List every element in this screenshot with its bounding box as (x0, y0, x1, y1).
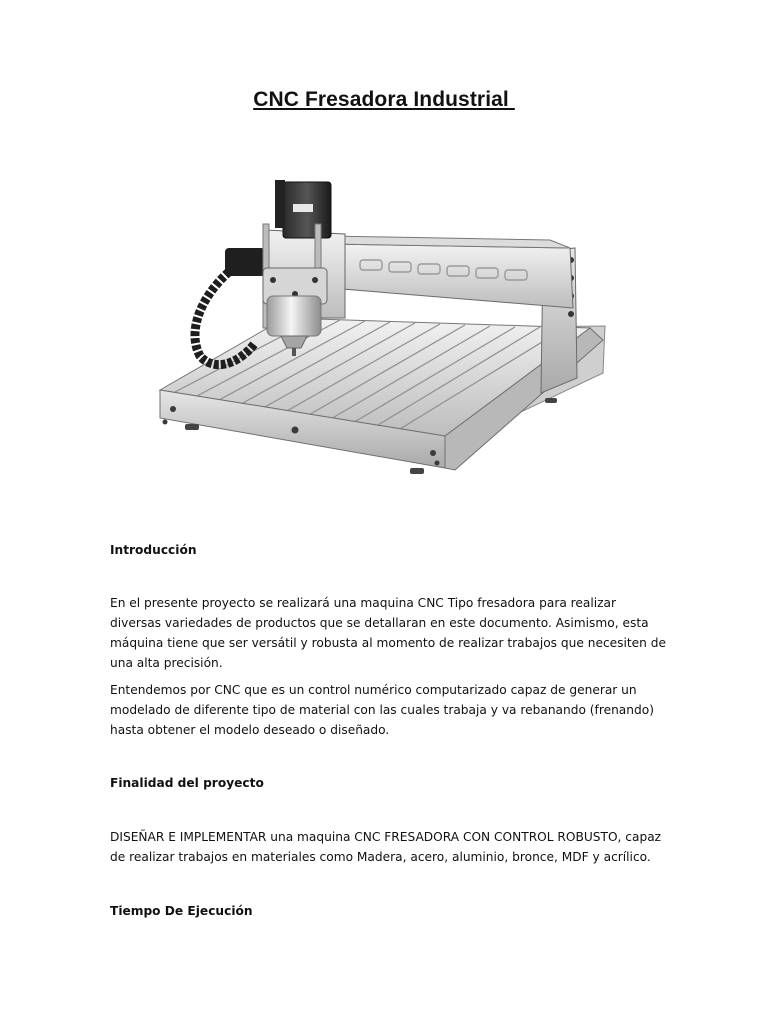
cnc-machine-image (145, 168, 615, 488)
purpose-paragraph: DISEÑAR E IMPLEMENTAR una maquina CNC FRESADORA CON CONTROL ROBUSTO, capaz de realizar trabajos en materiales como Madera, acero, aluminio, bronce, MDF y acrílico. (110, 830, 662, 864)
purpose-heading: Finalidad del proyecto (110, 776, 264, 790)
section-introduction (110, 540, 670, 560)
introduction-paragraph-2: Entendemos por CNC que es un control numérico computarizado capaz de generar un modelado de diferente tipo de material con las cuales trabaja y va rebanando (frenando) hasta obtener el modelo deseado o diseñado. (110, 683, 654, 737)
document-title: CNC Fresadora Industrial (253, 88, 515, 111)
introduction-paragraph-1: En el presente proyecto se realizará una maquina CNC Tipo fresadora para realizar diversas variedades de productos que se detallaran en este documento. Asimismo, esta máquina tiene que ser versátil y robusta al momento de realizar trabajos que necesiten de una alta precisión. (110, 596, 666, 670)
execution-time-heading: Tiempo De Ejecución (110, 904, 253, 918)
section-execution-time (110, 901, 670, 921)
section-purpose (110, 773, 670, 793)
introduction-body (110, 593, 670, 740)
introduction-heading: Introducción (110, 543, 197, 557)
purpose-body (110, 827, 670, 867)
